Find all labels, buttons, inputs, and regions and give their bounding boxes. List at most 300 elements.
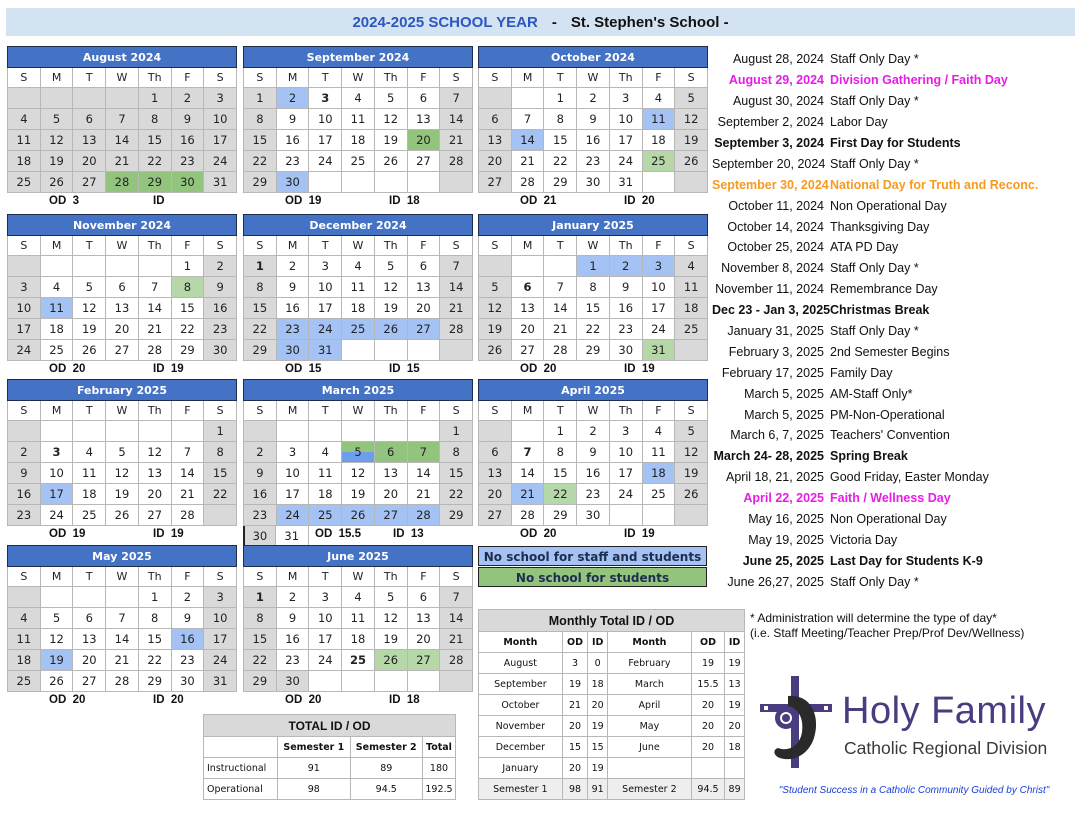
day-cell: 7	[544, 277, 577, 298]
weekday-label: Th	[610, 401, 643, 421]
weekday-label: F	[643, 401, 676, 421]
day-cell: 12	[342, 463, 375, 484]
day-cell: 4	[675, 256, 708, 277]
month-totals	[243, 692, 473, 710]
event-date: March 5, 2025	[744, 386, 824, 401]
event-date: January 31, 2025	[727, 324, 824, 339]
weekday-label: F	[172, 401, 205, 421]
table-cell: 18	[725, 737, 745, 758]
event-date: November 8, 2024	[721, 261, 824, 276]
weekday-label: M	[277, 567, 310, 587]
weekday-label: T	[544, 236, 577, 256]
event-item	[712, 174, 1077, 195]
event-label: First Day for Students	[830, 136, 961, 150]
admin-note-line2: (i.e. Staff Meeting/Teacher Prep/Prof Dev/Wellness)	[750, 626, 1025, 640]
table-cell: Semester 2	[608, 779, 692, 800]
day-cell: 17	[643, 298, 676, 319]
weekday-label: M	[277, 401, 310, 421]
table-cell: January	[479, 758, 563, 779]
event-item	[712, 383, 1077, 404]
event-label: Staff Only Day *	[830, 52, 919, 67]
id-count: ID 18	[389, 694, 420, 706]
month-calendar	[243, 46, 473, 211]
day-cell: 21	[106, 650, 139, 671]
day-cell: 31	[309, 340, 342, 361]
day-cell	[204, 505, 237, 526]
day-cell: 15	[139, 629, 172, 650]
day-cell: 1	[440, 421, 473, 442]
day-cell: 9	[8, 463, 41, 484]
day-cell: 13	[73, 130, 106, 151]
day-cell: 9	[244, 463, 277, 484]
day-cell: 18	[41, 319, 74, 340]
day-cell	[309, 172, 342, 193]
day-cell: 24	[8, 340, 41, 361]
day-cell: 5	[41, 608, 74, 629]
day-cell: 17	[610, 130, 643, 151]
day-cell: 6	[106, 277, 139, 298]
table-cell: 0	[588, 653, 608, 674]
day-cell: 20	[73, 151, 106, 172]
table-cell: April	[608, 695, 692, 716]
monthly-table-header: OD	[562, 632, 588, 653]
weekday-label: T	[309, 567, 342, 587]
weekday-label: W	[342, 567, 375, 587]
month-totals	[243, 526, 473, 544]
event-label: Christmas Break	[830, 303, 930, 318]
day-cell: 10	[643, 277, 676, 298]
table-cell: 20	[691, 695, 724, 716]
month-calendar	[243, 214, 473, 379]
day-cell: 4	[643, 88, 676, 109]
weekday-label: W	[577, 236, 610, 256]
table-cell: 20	[725, 716, 745, 737]
table-cell: 20	[691, 716, 724, 737]
day-cell: 3	[41, 442, 74, 463]
day-cell: 17	[277, 484, 310, 505]
day-cell: 26	[479, 340, 512, 361]
day-cell: 5	[675, 421, 708, 442]
event-date: September 2, 2024	[717, 115, 824, 130]
month-totals	[7, 526, 237, 544]
day-cell: 2	[610, 256, 643, 277]
day-cell: 18	[643, 130, 676, 151]
day-cell: 18	[8, 650, 41, 671]
day-cell: 8	[244, 277, 277, 298]
day-cell: 9	[277, 109, 310, 130]
day-cell: 21	[512, 484, 545, 505]
day-cell	[408, 340, 441, 361]
day-cell: 4	[8, 109, 41, 130]
month-title: March 2025	[243, 379, 473, 401]
day-cell: 23	[577, 151, 610, 172]
month-calendar	[478, 214, 708, 379]
day-cell: 31	[610, 172, 643, 193]
event-date: June 25, 2025	[742, 553, 824, 568]
event-item	[712, 467, 1077, 488]
day-cell: 7	[106, 608, 139, 629]
day-cell: 4	[8, 608, 41, 629]
table-row	[479, 758, 745, 779]
day-cell: 30	[610, 340, 643, 361]
day-cell: 16	[8, 484, 41, 505]
day-cell: 19	[73, 319, 106, 340]
day-cell: 29	[577, 340, 610, 361]
day-cell: 12	[675, 109, 708, 130]
weekday-label: M	[512, 68, 545, 88]
month-grid	[478, 401, 708, 526]
day-cell: 7	[440, 256, 473, 277]
day-cell: 18	[342, 629, 375, 650]
day-cell: 11	[342, 608, 375, 629]
total-table-header: Total	[422, 737, 455, 758]
day-cell: 3	[309, 587, 342, 608]
event-date: March 6, 7, 2025	[730, 428, 824, 443]
day-cell	[375, 671, 408, 692]
day-cell: 26	[375, 151, 408, 172]
event-date: April 18, 21, 2025	[726, 470, 824, 485]
event-date: September 30, 2024	[712, 177, 829, 192]
event-label: Non Operational Day	[830, 512, 947, 527]
day-cell: 20	[408, 298, 441, 319]
weekday-label: S	[675, 401, 708, 421]
od-count: OD 15.5	[315, 528, 362, 540]
day-cell: 6	[375, 442, 408, 463]
day-cell	[41, 421, 74, 442]
title-bar	[6, 8, 1075, 36]
table-cell: Instructional	[204, 758, 278, 779]
day-cell: 18	[342, 298, 375, 319]
day-cell: 21	[172, 484, 205, 505]
day-cell: 4	[309, 442, 342, 463]
day-cell: 16	[172, 629, 205, 650]
event-item	[712, 529, 1077, 550]
event-date: February 17, 2025	[721, 365, 824, 380]
day-cell: 20	[408, 130, 441, 151]
monthly-table-header: Month	[608, 632, 692, 653]
event-label: Staff Only Day *	[830, 324, 919, 339]
day-cell: 3	[204, 88, 237, 109]
day-cell: 31	[204, 671, 237, 692]
month-calendar	[7, 545, 237, 710]
day-cell: 9	[172, 608, 205, 629]
event-item	[712, 446, 1077, 467]
weekday-label: S	[244, 401, 277, 421]
day-cell: 2	[277, 88, 310, 109]
day-cell: 4	[342, 88, 375, 109]
day-cell: 19	[375, 629, 408, 650]
day-cell: 23	[172, 151, 205, 172]
id-count: ID 19	[624, 528, 655, 540]
day-cell: 3	[643, 256, 676, 277]
od-count: OD 20	[49, 363, 86, 375]
day-cell: 3	[8, 277, 41, 298]
day-cell	[440, 671, 473, 692]
table-cell: May	[608, 716, 692, 737]
event-item	[712, 321, 1077, 342]
day-cell	[512, 88, 545, 109]
day-cell: 20	[479, 151, 512, 172]
day-cell: 8	[139, 608, 172, 629]
month-title: August 2024	[7, 46, 237, 68]
month-totals	[243, 361, 473, 379]
day-cell	[277, 421, 310, 442]
day-cell: 6	[408, 256, 441, 277]
day-cell: 18	[675, 298, 708, 319]
day-cell	[675, 172, 708, 193]
table-cell: 20	[562, 758, 588, 779]
day-cell: 11	[309, 463, 342, 484]
weekday-label: S	[675, 68, 708, 88]
day-cell: 16	[610, 298, 643, 319]
weekday-label: M	[41, 68, 74, 88]
day-cell	[73, 88, 106, 109]
day-cell: 2	[277, 587, 310, 608]
event-label: Last Day for Students K-9	[830, 553, 983, 568]
table-cell: 21	[562, 695, 588, 716]
day-cell: 23	[277, 151, 310, 172]
day-cell: 11	[342, 277, 375, 298]
event-item	[712, 237, 1077, 258]
day-cell: 15	[577, 298, 610, 319]
day-cell: 5	[342, 442, 375, 463]
day-cell: 26	[73, 340, 106, 361]
semester-total-row	[479, 779, 745, 800]
day-cell: 22	[204, 484, 237, 505]
day-cell: 26	[375, 650, 408, 671]
table-cell	[691, 758, 724, 779]
event-item	[712, 133, 1077, 154]
day-cell: 17	[204, 629, 237, 650]
day-cell: 20	[479, 484, 512, 505]
day-cell: 26	[375, 319, 408, 340]
monthly-table-header: OD	[691, 632, 724, 653]
weekday-label: F	[408, 236, 441, 256]
id-count: ID 18	[389, 195, 420, 207]
day-cell: 2	[244, 442, 277, 463]
event-date: August 29, 2024	[728, 73, 824, 88]
weekday-label: W	[342, 236, 375, 256]
table-cell: 19	[725, 695, 745, 716]
day-cell: 13	[139, 463, 172, 484]
table-cell: 180	[422, 758, 455, 779]
table-cell: 20	[691, 737, 724, 758]
day-cell: 28	[106, 172, 139, 193]
event-label: Non Operational Day	[830, 198, 947, 213]
event-date: February 3, 2025	[728, 344, 824, 359]
day-cell: 3	[610, 88, 643, 109]
total-table-header	[204, 737, 278, 758]
day-cell: 18	[73, 484, 106, 505]
day-cell: 24	[643, 319, 676, 340]
day-cell: 25	[342, 151, 375, 172]
day-cell: 3	[309, 88, 342, 109]
day-cell	[375, 172, 408, 193]
day-cell: 14	[106, 629, 139, 650]
day-cell: 14	[440, 109, 473, 130]
day-cell: 25	[73, 505, 106, 526]
day-cell: 31	[276, 526, 309, 547]
day-cell: 17	[41, 484, 74, 505]
table-cell: 18	[588, 674, 608, 695]
day-cell: 25	[8, 671, 41, 692]
event-item	[712, 279, 1077, 300]
day-cell: 27	[73, 172, 106, 193]
table-cell: October	[479, 695, 563, 716]
table-cell: 3	[562, 653, 588, 674]
event-date: May 16, 2025	[748, 512, 824, 527]
day-cell: 21	[408, 484, 441, 505]
od-count: OD 20	[520, 528, 557, 540]
day-cell	[342, 172, 375, 193]
day-cell: 12	[375, 277, 408, 298]
day-cell: 27	[408, 151, 441, 172]
weekday-label: S	[8, 567, 41, 587]
weekday-label: Th	[139, 68, 172, 88]
month-calendar	[478, 46, 708, 211]
table-cell	[725, 758, 745, 779]
table-row	[479, 674, 745, 695]
day-cell: 11	[675, 277, 708, 298]
day-cell: 7	[408, 442, 441, 463]
table-cell: 89	[350, 758, 422, 779]
event-label: Good Friday, Easter Monday	[830, 470, 989, 485]
event-label: Staff Only Day *	[830, 94, 919, 109]
month-grid	[478, 68, 708, 193]
day-cell	[244, 421, 277, 442]
day-cell: 25	[41, 340, 74, 361]
day-cell	[41, 587, 74, 608]
day-cell: 22	[440, 484, 473, 505]
day-cell	[106, 256, 139, 277]
table-cell: 94.5	[350, 779, 422, 800]
weekday-label: W	[342, 401, 375, 421]
weekday-label: W	[577, 401, 610, 421]
event-item	[712, 195, 1077, 216]
event-date: March 24- 28, 2025	[713, 449, 824, 464]
day-cell: 24	[204, 650, 237, 671]
weekday-label: W	[106, 401, 139, 421]
table-cell: June	[608, 737, 692, 758]
day-cell: 15	[204, 463, 237, 484]
day-cell: 11	[8, 629, 41, 650]
day-cell: 1	[139, 88, 172, 109]
event-item	[712, 70, 1077, 91]
table-row	[479, 695, 745, 716]
day-cell: 6	[512, 277, 545, 298]
table-row	[479, 716, 745, 737]
day-cell	[8, 587, 41, 608]
day-cell: 8	[204, 442, 237, 463]
day-cell: 11	[643, 442, 676, 463]
day-cell: 25	[8, 172, 41, 193]
day-cell: 16	[277, 298, 310, 319]
day-cell: 28	[440, 650, 473, 671]
day-cell: 22	[544, 484, 577, 505]
day-cell	[408, 421, 441, 442]
day-cell: 19	[479, 319, 512, 340]
month-title: May 2025	[7, 545, 237, 567]
event-label: 2nd Semester Begins	[830, 344, 950, 359]
day-cell	[342, 340, 375, 361]
day-cell: 21	[440, 629, 473, 650]
day-cell: 26	[342, 505, 375, 526]
day-cell: 15	[544, 463, 577, 484]
day-cell: 23	[172, 650, 205, 671]
day-cell: 12	[139, 442, 172, 463]
weekday-label: S	[479, 401, 512, 421]
event-item	[712, 404, 1077, 425]
event-label: Staff Only Day *	[830, 156, 919, 171]
day-cell	[8, 421, 41, 442]
day-cell: 5	[375, 88, 408, 109]
day-cell: 26	[106, 505, 139, 526]
day-cell: 22	[139, 151, 172, 172]
day-cell: 10	[610, 109, 643, 130]
weekday-label: T	[544, 401, 577, 421]
day-cell: 12	[375, 608, 408, 629]
weekday-label: S	[244, 236, 277, 256]
day-cell: 26	[675, 484, 708, 505]
day-cell	[172, 421, 205, 442]
table-cell: 15	[588, 737, 608, 758]
day-cell	[106, 587, 139, 608]
day-cell: 26	[41, 172, 74, 193]
event-item	[712, 362, 1077, 383]
event-item	[712, 49, 1077, 70]
day-cell: 29	[544, 172, 577, 193]
day-cell: 29	[244, 340, 277, 361]
day-cell: 8	[440, 442, 473, 463]
event-item	[712, 91, 1077, 112]
day-cell: 6	[73, 109, 106, 130]
day-cell: 13	[512, 298, 545, 319]
day-cell: 19	[106, 484, 139, 505]
day-cell: 29	[244, 172, 277, 193]
table-cell: Semester 1	[479, 779, 563, 800]
day-cell: 8	[172, 277, 205, 298]
month-totals	[243, 193, 473, 211]
day-cell	[342, 421, 375, 442]
weekday-label: F	[408, 401, 441, 421]
day-cell: 27	[479, 172, 512, 193]
event-label: Division Gathering / Faith Day	[830, 73, 1008, 88]
table-cell: 192.5	[422, 779, 455, 800]
month-grid	[243, 567, 473, 692]
day-cell: 30	[204, 340, 237, 361]
day-cell: 10	[204, 608, 237, 629]
event-date: April 22, 2025	[743, 491, 824, 506]
weekday-label: Th	[139, 401, 172, 421]
table-cell: 20	[562, 716, 588, 737]
table-cell: 91	[278, 758, 350, 779]
day-cell: 16	[277, 130, 310, 151]
table-cell: 20	[588, 695, 608, 716]
day-cell: 1	[244, 88, 277, 109]
day-cell	[675, 340, 708, 361]
month-totals	[478, 526, 708, 544]
day-cell: 28	[512, 172, 545, 193]
event-label: Spring Break	[830, 449, 908, 464]
total-table-header: Semester 2	[350, 737, 422, 758]
day-cell: 2	[277, 256, 310, 277]
day-cell: 28	[139, 340, 172, 361]
weekday-label: T	[73, 401, 106, 421]
table-cell: 89	[725, 779, 745, 800]
day-cell: 28	[544, 340, 577, 361]
day-cell: 22	[172, 319, 205, 340]
day-cell: 6	[408, 587, 441, 608]
